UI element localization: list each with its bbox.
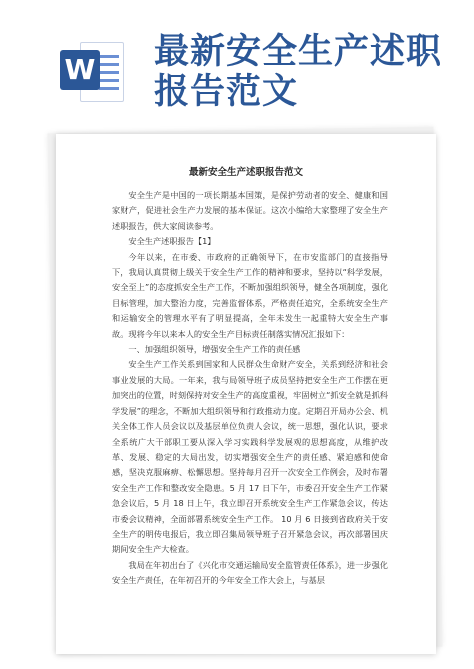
paragraph-summary: 今年以来，在市委、市政府的正确领导下，在市安监部门的直接指导下，我局认真贯彻上级关于安全生产工作的精神和要求，坚持以“科学发展，安全至上”的态度抓安全生产工作，不断加强组织领导，健全各项制度，强化目标管理，加大整治力度，完善监督体系，严格责任追究，全系统安全生产和运输安全的管理水平有了明显提高，全年未发生一起重特大安全生产事故。现将今年以来本人的安全生产目标责任制落实情况汇报如下： xyxy=(112,251,388,339)
paragraph-continued: 我局在年初出台了《兴化市交通运输局安全监管责任体系》，进一步强化安全生产责任，在年初召开的今年安全工作大会上，与基层 xyxy=(112,559,388,586)
paragraph-section-body: 安全生产工作关系到国家和人民群众生命财产安全，关系到经济和社会事业发展的大局。一年来，我与局领导班子成员坚持把安全生产工作摆在更加突出的位置，时刻保持对安全生产的高度重视，牢固树立“抓安全就是抓科学发展”的理念，不断加大组织领导和行政推动力度。定期召开局办公会、机关全体工作人员会议以及基层单位负责人会议，统一思想，强化认识，要求全系统广大干部职工要从深入学习实践科学发展观的思想高度，从维护改革、发展、稳定的大局出发，切实增强安全生产的责任感、紧迫感和使命感，坚决克服麻痹、松懈思想。坚持每月召开一次安全工作例会，及时布署安全生产工作和整改安全隐患。5 月 17 日下午，市委召开安全生产工作紧急会议后，5 月 18 日上午，我立即召开系统安全生产工作紧急会议，传达市委会议精神，全面部署系统安全生产工作。 10 月 6 日接到省政府关于安全生产的明传电报后，我立即召集局领导班子召开紧急会议，再次部署国庆期间安全生产大检查。 xyxy=(112,359,388,555)
document-page xyxy=(56,134,436,654)
paragraph-report-heading: 安全生产述职报告【1】 xyxy=(128,236,216,247)
document-banner xyxy=(0,0,474,120)
word-logo-badge: W xyxy=(60,50,100,90)
banner-title-line2: 报告范文 xyxy=(154,72,299,112)
banner-title-line1: 最新安全生产述职 xyxy=(154,32,443,72)
banner-title xyxy=(154,32,442,112)
paragraph-intro: 安全生产是中国的一项长期基本国策，是保护劳动者的安全、健康和国家财产，促进社会生产力发展的基本保证。这次小编给大家整理了安全生产述职报告，供大家阅读参考。 xyxy=(112,190,388,231)
document-title: 最新安全生产述职报告范文 xyxy=(188,167,303,178)
document-body xyxy=(112,188,388,589)
word-document-icon xyxy=(60,38,124,104)
paragraph-section-heading: 一、加强组织领导，增强安全生产工作的责任感 xyxy=(128,344,301,355)
